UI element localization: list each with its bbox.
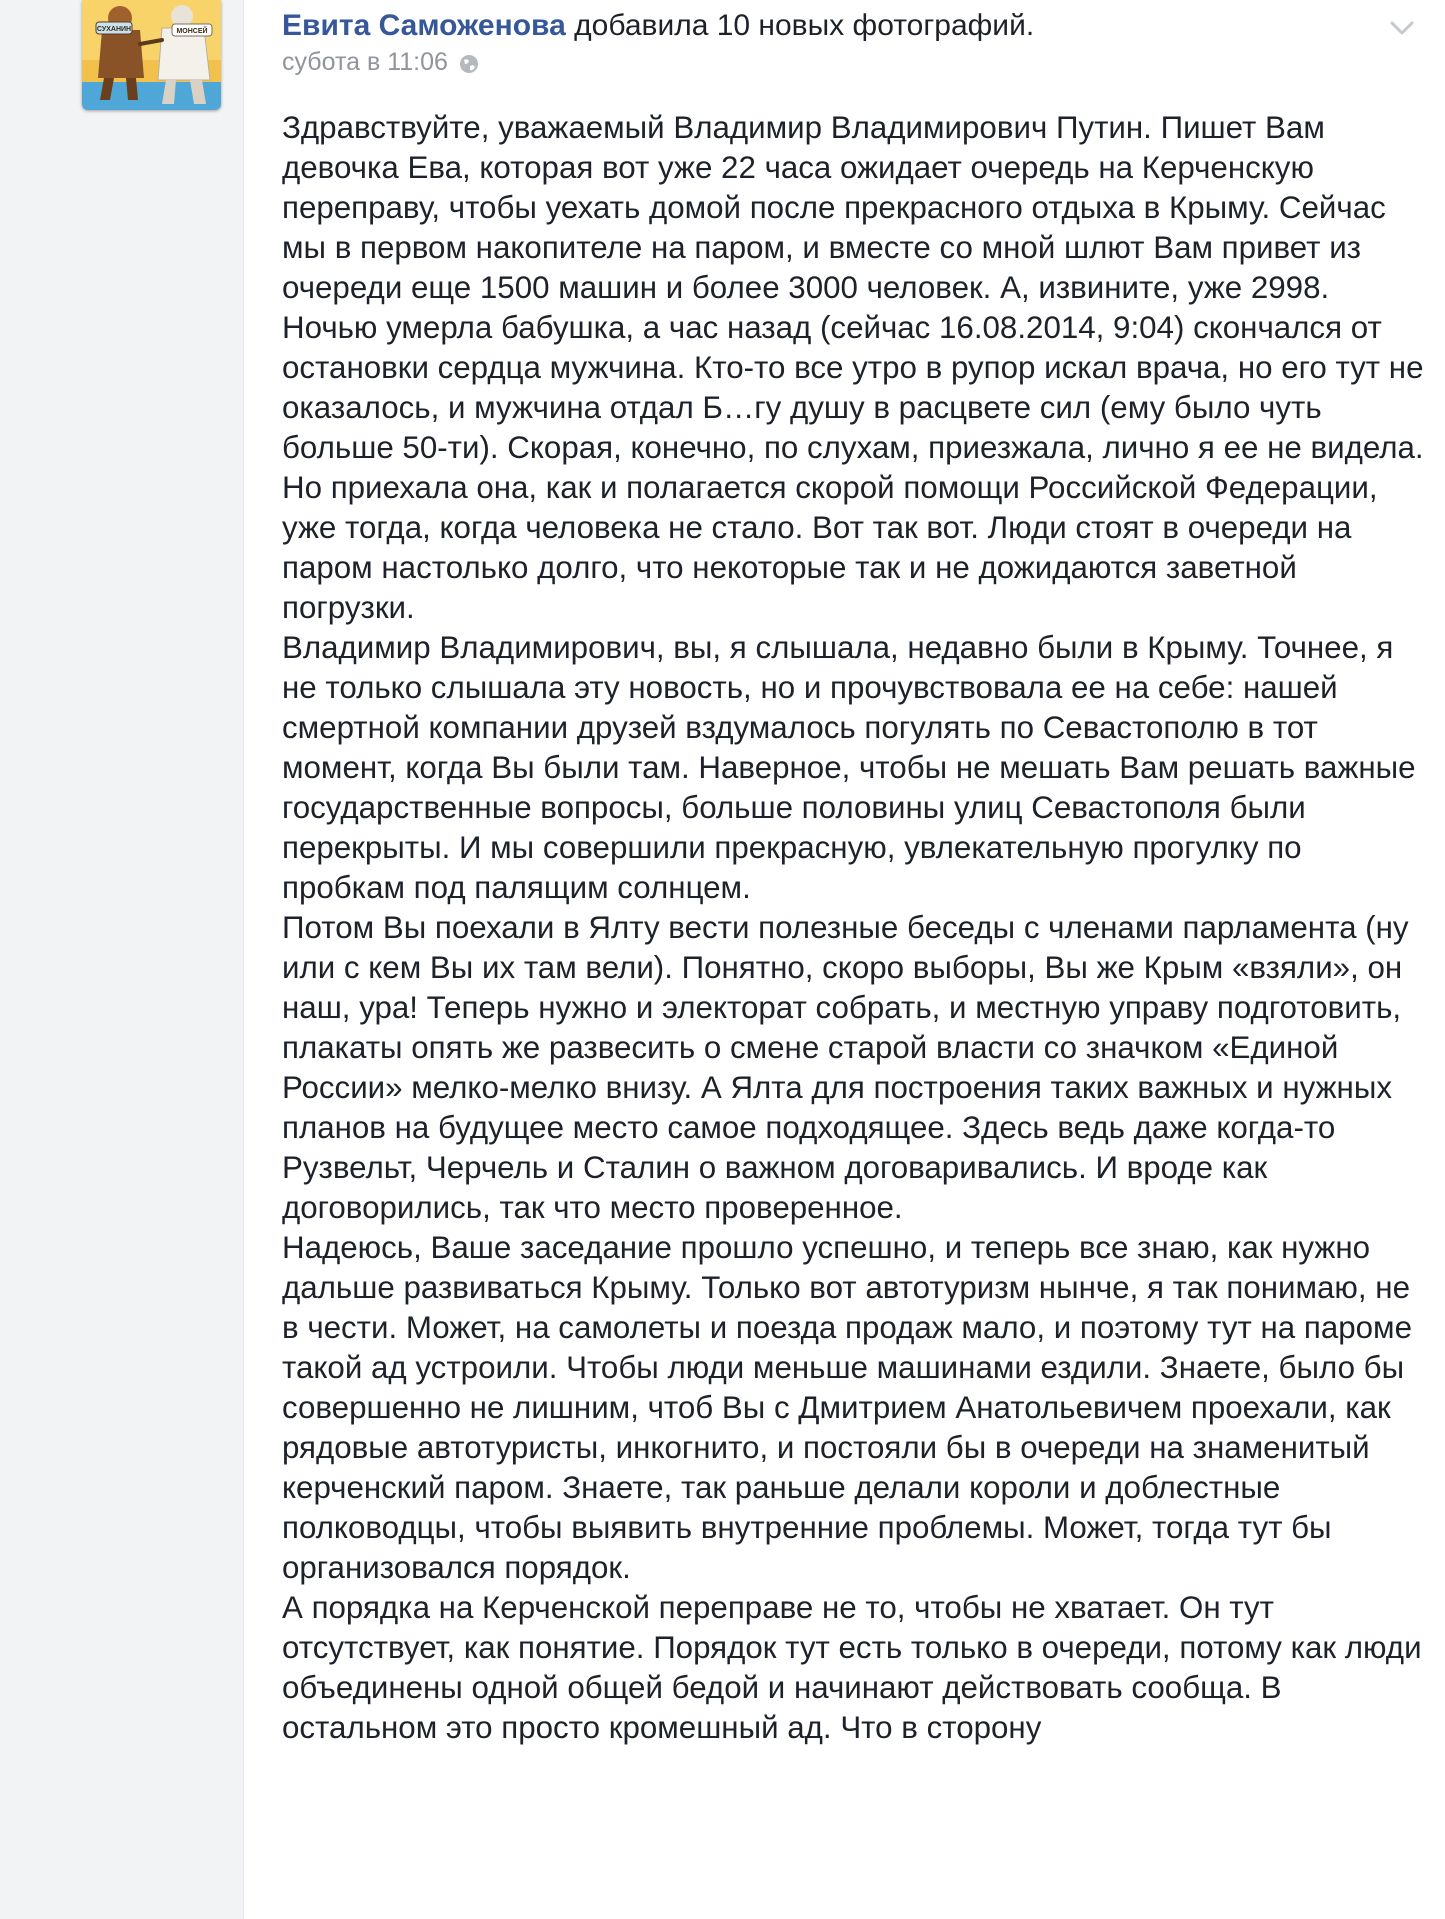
post-card: [243, 0, 1445, 1919]
chevron-down-icon[interactable]: [1387, 16, 1417, 40]
post-paragraph: А порядка на Керченской переправе не то, чтобы не хватает. Он тут отсутствует, как понятие. Порядок тут есть только в очереди, потому как люди объединены одной общей бедой и начинают действовать сообща. В остальном это просто кромешный ад. Что в сторону: [282, 1590, 1422, 1745]
post-paragraph: Надеюсь, Ваше заседание прошло успешно, и теперь все знаю, как нужно дальше развиваться Крыму. Только вот автотуризм нынче, я так понимаю, не в чести. Может, на самолеты и поезда продаж мало, и поэтому тут на пароме такой ад устроили. Чтобы люди меньше машинами ездили. Знаете, было бы совершенно не лишним, чтоб Вы с Дмитрием Анатольевичем проехали, как рядовые автотуристы, инкогнито, и постояли бы в очереди на знаменитый керченский паром. Знаете, так раньше делали короли и доблестные полководцы, чтобы выявить внутренние проблемы. Может, тогда тут бы организовался порядок.: [282, 1230, 1412, 1585]
post-paragraph: Владимир Владимирович, вы, я слышала, недавно были в Крыму. Точнее, я не только слышала эту новость, но и прочувствовала ее на себе: нашей смертной компании друзей вздумалось погулять по Севастополю в тот момент, когда Вы были там. Наверное, чтобы не мешать Вам решать важные государственные вопросы, больше половины улиц Севастополя были перекрыты. И мы совершили прекрасную, увлекательную прогулку по пробкам под палящим солнцем.: [282, 630, 1416, 905]
post-timestamp-link[interactable]: субота в 11:06: [282, 48, 448, 76]
post-action-text: добавила 10 новых фотографий.: [574, 9, 1035, 42]
post-meta: [282, 46, 1385, 78]
author-line: [282, 6, 1385, 46]
globe-icon[interactable]: [458, 51, 480, 73]
avatar-label-left: СУХАНИН: [96, 26, 132, 33]
avatar-label-right: МОНСЕЙ: [176, 28, 208, 35]
post-paragraph: Здравствуйте, уважаемый Владимир Владимирович Путин. Пишет Вам девочка Ева, которая вот уже 22 часа ожидает очередь на Керченскую переправу, чтобы уехать домой после прекрасного отдыха в Крыму. Сейчас мы в первом накопителе на паром, и вместе со мной шлют Вам привет из очереди еще 1500 машин и более 3000 человек. А, извините, уже 2998. Ночью умерла бабушка, а час назад (сейчас 16.08.2014, 9:04) скончался от остановки сердца мужчина. Кто-то все утро в рупор искал врача, но его тут не оказалось, и мужчина отдал Б…гу душу в расцвете сил (ему было чуть больше 50-ти). Скорая, конечно, по слухам, приезжала, лично я ее не видела. Но приехала она, как и полагается скорой помощи Российской Федерации, уже тогда, когда человека не стало. Вот так вот. Люди стоят в очереди на паром настолько долго, что некоторые так и не дожидаются заветной погрузки.: [282, 110, 1424, 625]
post-header: [282, 6, 1385, 86]
post-paragraph: Потом Вы поехали в Ялту вести полезные беседы с членами парламента (ну или с кем Вы их там вели). Понятно, скоро выборы, Вы же Крым «взяли», он наш, ура! Теперь нужно и электорат собрать, и местную управу подготовить, плакаты опять же развесить о смене старой власти со значком «Единой России» мелко-мелко внизу. А Ялта для построения таких важных и нужных планов на будущее место самое подходящее. Здесь ведь даже когда-то Рузвельт, Черчель и Сталин о важном договаривались. И вроде как договорились, так что место проверенное.: [282, 910, 1409, 1225]
post-text: [282, 108, 1432, 1748]
avatar-cartoon-image: [82, 0, 221, 110]
author-name-link[interactable]: Евита Саможенова: [282, 9, 566, 42]
author-avatar[interactable]: [82, 0, 221, 110]
left-rail: [0, 0, 243, 1919]
